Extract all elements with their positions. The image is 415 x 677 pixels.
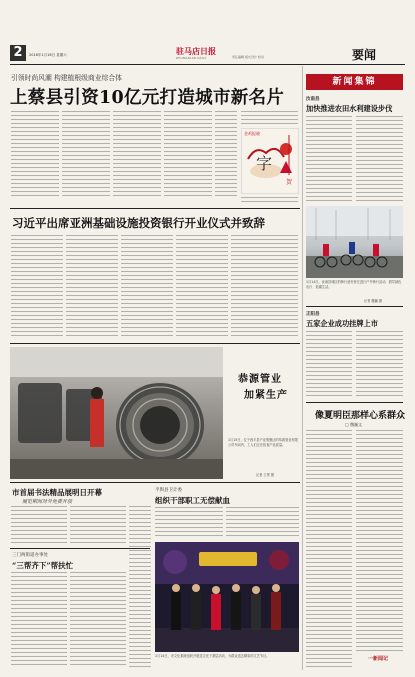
story2-col5	[231, 235, 298, 339]
story2-col3	[121, 235, 173, 339]
header-rule	[10, 64, 405, 65]
corner-tag: 一新闻记	[368, 656, 389, 662]
cyclists-credit: 记者 魏巍 摄	[364, 299, 382, 303]
bottom-mid-kicker: 平舆县卫计委	[155, 488, 182, 493]
lead-body-col3	[113, 111, 161, 197]
stage-illustration	[155, 542, 299, 652]
rule-right-2	[306, 402, 403, 403]
item1-col1	[306, 116, 352, 202]
right-story-byline: □ 魏巍文	[345, 422, 363, 427]
lead-headline: 上蔡县引资10亿元打造城市新名片	[10, 88, 285, 108]
lead-body-col2	[62, 111, 110, 197]
masthead: 驻马店日报	[176, 46, 216, 56]
item1-col2	[356, 116, 403, 202]
rule-story2	[10, 343, 300, 344]
right-story-headline: 像夏明臣那样心系群众	[315, 411, 406, 421]
lead-body-col1	[11, 111, 59, 197]
stage-caption: 1月14日，市文化系统组织开展送文化下基层活动，为群众送去精彩的文艺节目。	[155, 654, 270, 658]
bottom-left2-col2	[70, 572, 126, 668]
story2-col1	[11, 235, 63, 339]
lead-body-col6	[241, 111, 298, 125]
page-number: 2	[10, 45, 26, 61]
lead-kicker: 引领时尚风潮 构建植根级商业综合体	[11, 74, 122, 82]
cyclists-photo	[306, 206, 403, 278]
lead-body-col5	[215, 111, 237, 197]
factory-headline-line2: 加紧生产	[244, 390, 288, 401]
bottom-mid-headline: 组织干部职工无偿献血	[155, 496, 230, 505]
item2-kicker: 正阳县	[306, 312, 320, 317]
item2-col1	[306, 331, 352, 397]
cyclists-illustration	[306, 206, 403, 278]
item1-headline: 加快推进农田水利建设步伐	[306, 104, 393, 113]
bottom-left-col1	[11, 506, 67, 546]
story2-col2	[66, 235, 118, 339]
new-year-art	[241, 128, 299, 194]
right-story-col2	[356, 430, 403, 652]
bottom-left-col2	[70, 506, 126, 546]
factory-illustration	[10, 347, 223, 479]
bottom-left2-headline: “三帮齐下”帮扶忙	[12, 561, 74, 570]
section-title: 要闻	[352, 48, 377, 62]
masthead-en: ZHUMADIAN DAILY	[176, 56, 207, 60]
lead-body-col7	[241, 197, 298, 203]
factory-headline-line1: 恭源管业	[238, 374, 282, 385]
right-story-col1	[306, 430, 352, 670]
story2-col4	[176, 235, 228, 339]
bottom-left-headline: 市首届书法精品展明日开幕	[12, 488, 102, 497]
cyclists-caption: 1月14日，汝南县城区的骑行爱好者在进行户外骑行活动，倡导绿色出行、低碳生活。	[306, 280, 402, 289]
item2-col2	[356, 331, 403, 397]
column-divider	[302, 66, 303, 670]
bottom-left-subhead: 展览期间对外免费开放	[22, 499, 73, 505]
date-line: 2016年1月16日 星期六	[29, 53, 67, 57]
item2-headline: 五家企业成功挂牌上市	[306, 319, 378, 328]
news-banner: 新闻集锦	[306, 74, 403, 90]
bottom-mid-col2	[226, 507, 299, 539]
art-big-character: 字	[256, 154, 273, 173]
item1-kicker: 汝南县	[306, 97, 320, 102]
factory-photo	[10, 347, 223, 479]
bottom-left2-col1	[11, 572, 67, 668]
rule-right-1	[306, 306, 403, 307]
story2-headline: 习近平出席亚洲基础设施投资银行开业仪式并致辞	[12, 216, 265, 230]
factory-credit: 记者 王景 摄	[256, 473, 274, 477]
bottom-mid-col1	[155, 507, 223, 539]
stage-photo	[155, 542, 299, 652]
editor-line: 责任编辑 版式设计 校对	[232, 55, 264, 59]
lead-body-col4	[164, 111, 212, 197]
factory-caption: 1月15日，位于西平县产业集聚区的恭源管业有限公司车间内，工人们正在检查产品质量。	[228, 438, 298, 447]
art-top-text: 金鸡报晓	[244, 131, 260, 136]
rule-lead	[10, 208, 300, 209]
rule-factory	[10, 482, 300, 483]
bottom-left-col3	[129, 506, 151, 668]
bottom-left2-kicker: 三门两街道办事处	[12, 553, 48, 558]
art-side-text: 贺	[286, 179, 293, 186]
